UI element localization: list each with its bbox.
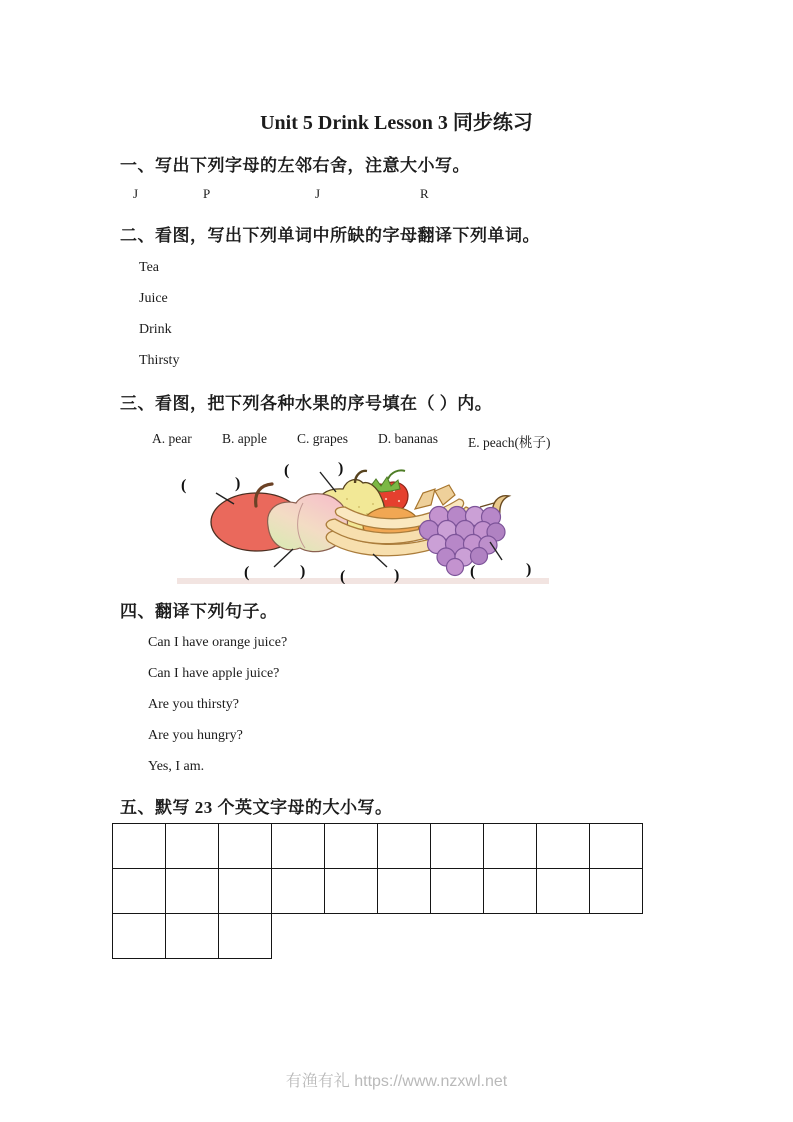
letter-grid — [112, 823, 642, 959]
letter-grid-cell[interactable] — [536, 868, 590, 914]
letter-grid-row — [112, 913, 642, 959]
letter-grid-cell[interactable] — [165, 868, 219, 914]
letter-grid-cell[interactable] — [271, 868, 325, 914]
letter-grid-cell[interactable] — [324, 823, 378, 869]
letter-prompt-4: R — [420, 186, 429, 201]
letter-grid-cell[interactable] — [165, 913, 219, 959]
letter-grid-cell[interactable] — [324, 868, 378, 914]
word-item-tea: Tea — [139, 260, 160, 275]
figure-bottom-strip — [177, 578, 549, 584]
letter-grid-cell[interactable] — [377, 868, 431, 914]
letter-grid-cell[interactable] — [218, 913, 272, 959]
word-item-juice: Juice — [139, 291, 168, 306]
section-one-heading: 一、写出下列字母的左邻右舍，注意大小写。 — [120, 156, 470, 175]
sentence-item: Are you hungry? — [148, 728, 243, 743]
letter-grid-cell[interactable] — [589, 823, 643, 869]
sentence-item: Are you thirsty? — [148, 697, 239, 712]
letter-grid-row — [112, 868, 642, 914]
letter-prompt-3: J — [315, 186, 321, 201]
letter-prompt-2: P — [203, 186, 211, 201]
word-item-drink: Drink — [139, 322, 172, 337]
svg-text:(: ( — [284, 462, 290, 479]
letter-grid-cell[interactable] — [430, 823, 484, 869]
letter-grid-row — [112, 823, 642, 869]
letter-grid-cell[interactable] — [218, 868, 272, 914]
svg-text:): ) — [394, 567, 400, 584]
svg-text:(: ( — [244, 564, 250, 581]
letter-prompt-1: J — [133, 186, 139, 201]
letter-grid-cell[interactable] — [589, 868, 643, 914]
svg-text:): ) — [526, 561, 532, 578]
sentence-item: Can I have orange juice? — [148, 635, 288, 650]
letter-grid-cell[interactable] — [271, 823, 325, 869]
letter-grid-cell[interactable] — [112, 913, 166, 959]
sentence-item: Can I have apple juice? — [148, 666, 280, 681]
svg-text:(: ( — [470, 563, 476, 580]
svg-text:(: ( — [181, 477, 187, 494]
letter-grid-cell[interactable] — [483, 823, 537, 869]
footer-link[interactable]: 有渔有礼 https://www.nzxwl.net — [285, 1073, 508, 1090]
svg-text:(: ( — [340, 568, 346, 584]
fruit-option-bananas: D. bananas — [378, 431, 438, 446]
letter-grid-cell[interactable] — [218, 823, 272, 869]
footer-watermark — [0, 1068, 793, 1091]
section-three-heading: 三、看图，把下列各种水果的序号填在（ ）内。 — [120, 394, 493, 413]
letter-grid-cell[interactable] — [112, 823, 166, 869]
fruit-option-apple: B. apple — [222, 431, 267, 446]
letter-grid-cell[interactable] — [165, 823, 219, 869]
svg-text:): ) — [338, 460, 344, 477]
section-five-heading: 五、默写 23 个英文字母的大小写。 — [120, 798, 393, 817]
sentence-item: Yes, I am. — [148, 759, 205, 774]
fruit-option-peach: E. peach(桃子) — [468, 435, 551, 450]
letter-grid-cell[interactable] — [536, 823, 590, 869]
fruit-option-pear: A. pear — [152, 431, 192, 446]
fruit-illustration — [177, 459, 549, 584]
letter-grid-cell[interactable] — [430, 868, 484, 914]
letter-grid-cell[interactable] — [483, 868, 537, 914]
fruit-option-grapes: C. grapes — [297, 431, 348, 446]
letter-grid-cell[interactable] — [112, 868, 166, 914]
svg-text:): ) — [235, 475, 241, 492]
section-two-heading: 二、看图，写出下列单词中所缺的字母翻译下列单词。 — [120, 226, 540, 245]
letter-grid-cell[interactable] — [377, 823, 431, 869]
worksheet-title: Unit 5 Drink Lesson 3 同步练习 — [260, 112, 533, 134]
section-four-heading: 四、翻译下列句子。 — [120, 602, 278, 621]
word-item-thirsty: Thirsty — [139, 353, 180, 368]
svg-text:): ) — [300, 563, 306, 580]
